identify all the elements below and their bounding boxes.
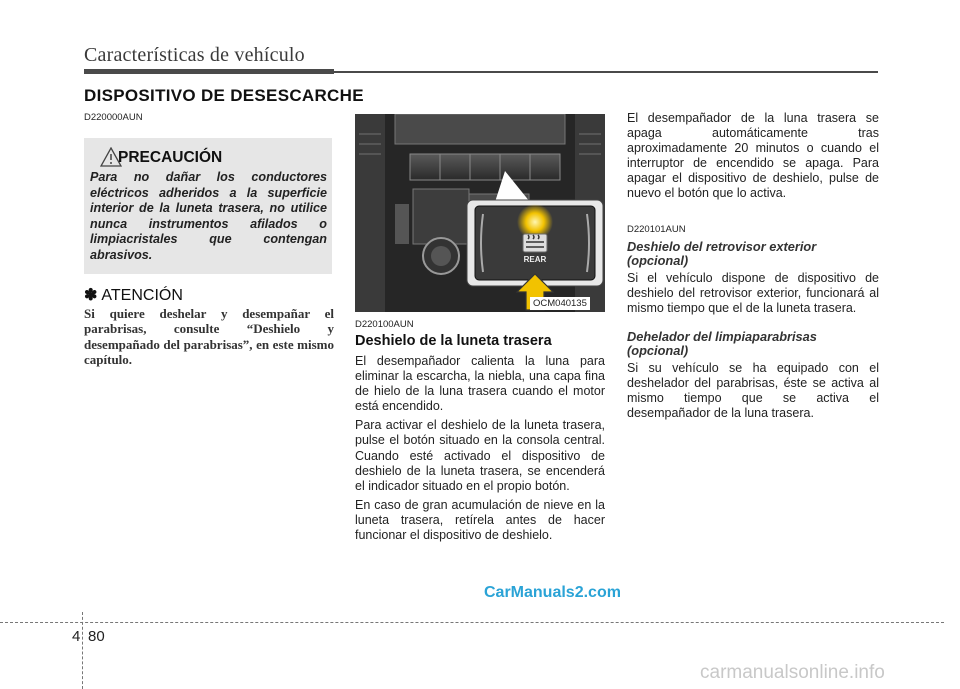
rear-defroster-p3: En caso de gran acumulación de nieve en la luneta trasera, retírela antes de hacer funcionar el dispositivo de deshielo. [355, 497, 605, 543]
rear-defroster-code: D220100AUN [355, 319, 414, 330]
online-watermark: carmanualsonline.info [700, 662, 885, 683]
caution-title: PRECAUCIÓN [118, 149, 223, 166]
auto-off-paragraph: El desempañador de la luna trasera se apaga automáticamente tras aproximadamente 20 minutos o cuando el interruptor de encendido se apaga. Para apagar el dispositivo de deshielo, pulse de nuevo el botón que lo activa. [627, 111, 879, 201]
attention-body: Si quiere deshelar y desempañar el parabrisas, consulte “Deshielo y desempañado del parabrisas”, en este mismo capítulo. [84, 306, 334, 368]
console-illustration [355, 114, 605, 312]
rear-button-label: REAR [523, 255, 547, 264]
page-number: 80 [88, 628, 105, 645]
section-title: DISPOSITIVO DE DESESCARCHE [84, 86, 364, 105]
wiper-title-line2: (opcional) [627, 343, 689, 359]
attention-title-text: ATENCIÓN [101, 287, 183, 304]
star-icon: ✽ [84, 287, 98, 304]
mirror-body: Si el vehículo dispone de dispositivo de deshielo del retrovisor exterior, funcionará al mismo tiempo que el de la luneta trasera. [627, 270, 879, 315]
mirror-code: D220101AUN [627, 223, 686, 235]
section-code: D220000AUN [84, 112, 143, 123]
wiper-body: Si su vehículo se ha equipado con el deshelador del parabrisas, éste se activa al mismo tiempo que se activa el desempañador de la luna trasera. [627, 360, 879, 421]
page-section-number: 4 [72, 628, 81, 645]
header-bar-thin [334, 71, 878, 73]
wiper-title [627, 330, 879, 359]
footer-vertical-divider [82, 612, 83, 689]
caution-body: Para no dañar los conductores eléctricos adheridos a la superficie interior de la luneta trasera, no utilice nunca instrumentos afilados o limpiacristales que contengan abrasivos. [90, 170, 327, 262]
wiper-title-line1: Dehelador del limpiaparabrisas [627, 328, 817, 344]
mirror-title [627, 240, 879, 269]
image-code: OCM040135 [530, 297, 590, 310]
right-column [627, 111, 879, 421]
mirror-title-line1: Deshielo del retrovisor exterior [627, 238, 817, 254]
rear-defroster-body [355, 354, 605, 547]
mirror-title-line2: (opcional) [627, 253, 689, 269]
rear-defroster-p1: El desempañador calienta la luna para eliminar la escarcha, la niebla, una capa fina de hielo de la luna trasera cuando el motor está encendido. [355, 354, 605, 414]
header-title: Características de vehículo [84, 44, 305, 66]
rear-defroster-title: Deshielo de la luneta trasera [355, 333, 552, 349]
rear-defroster-p2: Para activar el deshielo de la luneta trasera, pulse el botón situado en la consola central. Cuando esté activado el dispositivo de deshielo de la luneta trasera, se encenderá el indicador situado en el propio botón. [355, 418, 605, 493]
header-bar-dark [84, 69, 334, 74]
attention-title [84, 285, 183, 305]
carmanuals-watermark: CarManuals2.com [484, 584, 621, 601]
footer-divider [0, 622, 944, 623]
